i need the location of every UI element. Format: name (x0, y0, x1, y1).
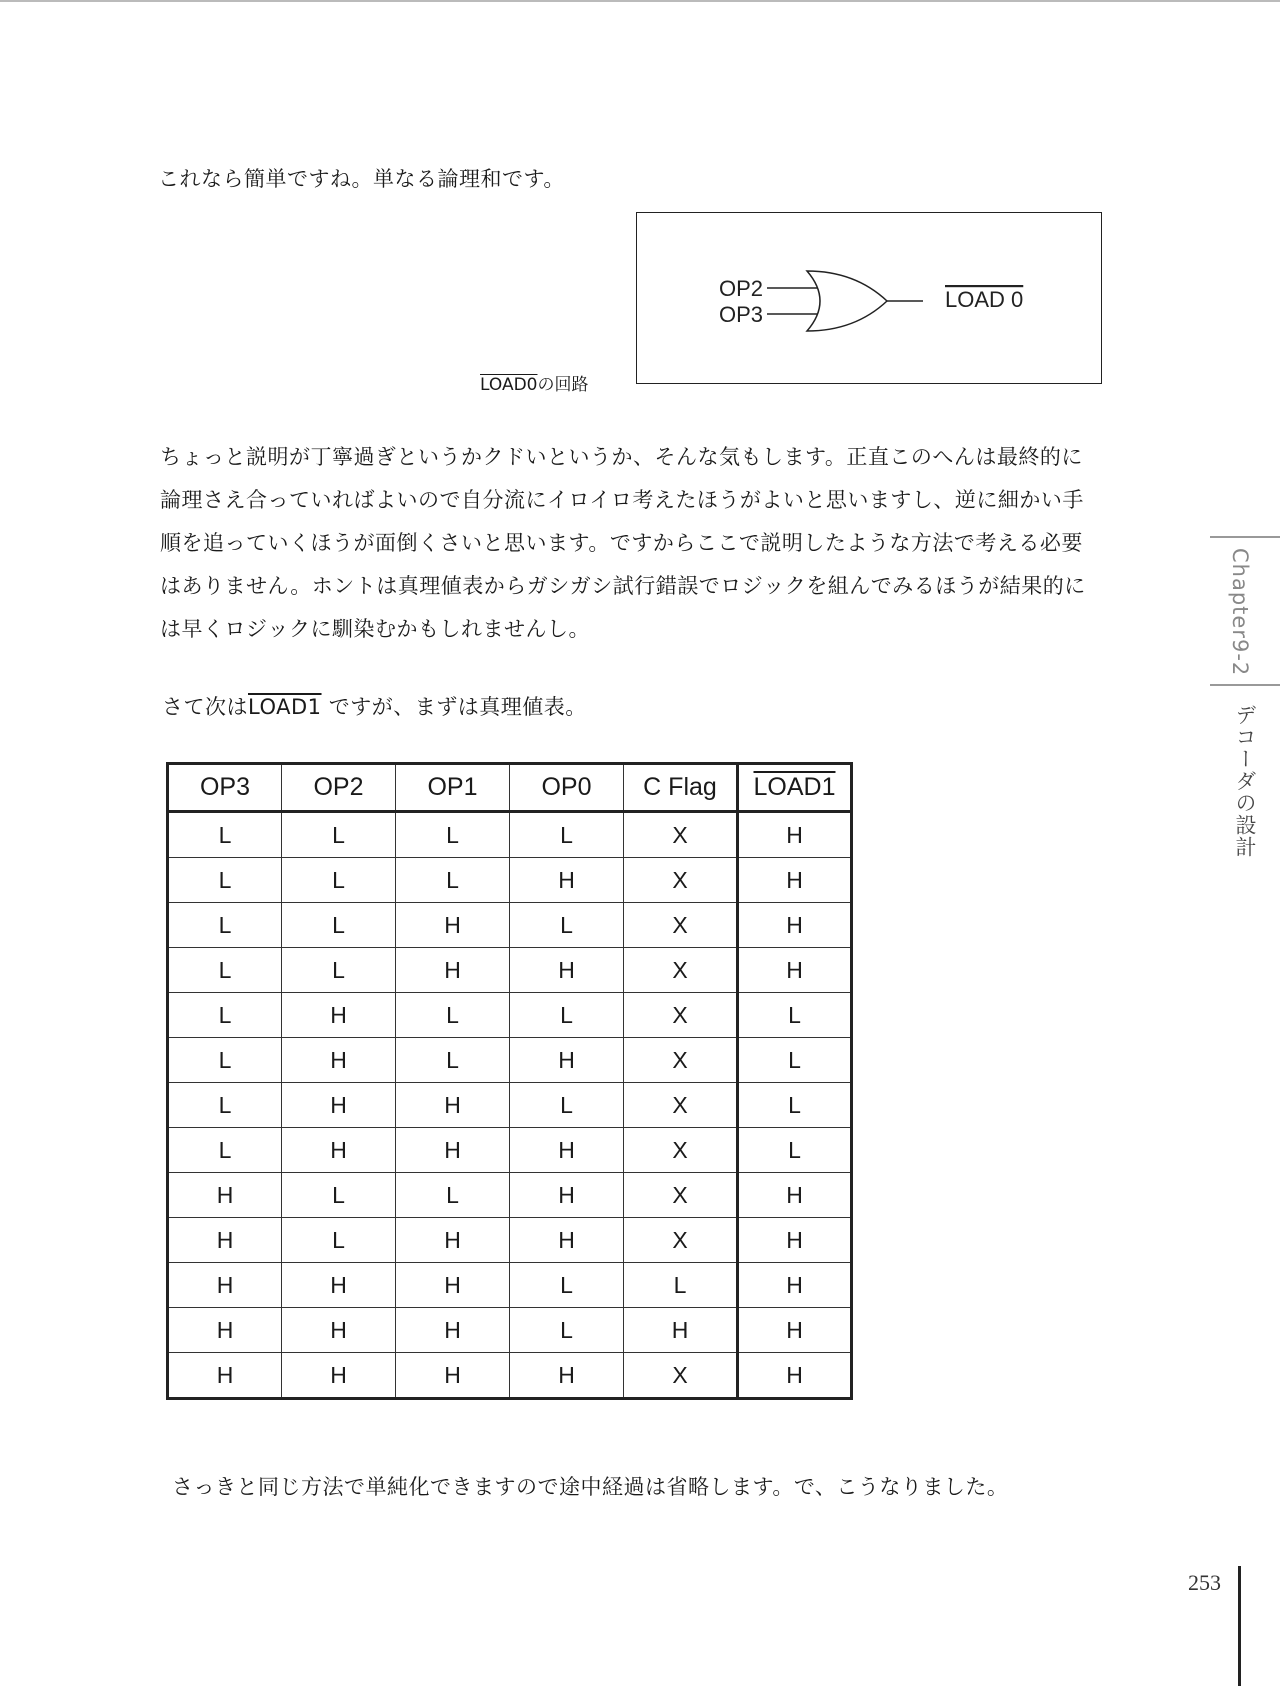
table-cell: L (510, 812, 624, 858)
gate-output-label: LOAD 0 (945, 287, 1024, 312)
explanation-line: 論理さえ合っていればよいので自分流にイロイロ考えたほうがよいと思いますし、逆に細かい手 (160, 488, 1084, 512)
table-cell: X (624, 1218, 738, 1263)
section-label: デコーダの設計 (1233, 704, 1257, 858)
table-cell: H (282, 1038, 396, 1083)
table-row (168, 1353, 852, 1399)
gate-input-a-label: OP2 (719, 276, 764, 301)
table-cell: L (282, 858, 396, 903)
intro-suffix: ですが、まずは真理値表。 (321, 695, 587, 719)
table-cell: L (282, 1173, 396, 1218)
table-cell: X (624, 812, 738, 858)
closing-paragraph: さっきと同じ方法で単純化できますので途中経過は省略します。で、こうなりました。 (172, 1475, 1009, 1499)
explanation-line: ちょっと説明が丁寧過ぎというかクドいというか、そんな気もします。正直このへんは最終的に (160, 445, 1083, 469)
table-cell: H (282, 1353, 396, 1399)
header-op2: OP2 (282, 764, 396, 812)
figure-caption (480, 370, 588, 395)
table-cell: L (168, 948, 282, 993)
table-cell: H (738, 1173, 852, 1218)
table-cell: L (168, 1038, 282, 1083)
table-row (168, 948, 852, 993)
table-cell: L (168, 993, 282, 1038)
table-cell: H (396, 1128, 510, 1173)
or-gate-shape (807, 271, 887, 331)
table-cell: L (282, 948, 396, 993)
table-row (168, 812, 852, 858)
table-cell: L (624, 1263, 738, 1308)
table-cell: L (510, 993, 624, 1038)
caption-signal: LOAD0 (480, 375, 538, 395)
table-row (168, 1218, 852, 1263)
table-cell: L (168, 858, 282, 903)
table-cell: X (624, 1173, 738, 1218)
table-cell: H (510, 1173, 624, 1218)
table-cell: L (738, 1128, 852, 1173)
table-cell: X (624, 1128, 738, 1173)
table-cell: H (282, 993, 396, 1038)
table-row (168, 903, 852, 948)
table-cell: L (168, 903, 282, 948)
table-cell: H (738, 903, 852, 948)
table-cell: H (168, 1263, 282, 1308)
table-cell: H (396, 1083, 510, 1128)
table-row (168, 993, 852, 1038)
table-cell: L (738, 1083, 852, 1128)
table-cell: L (738, 1038, 852, 1083)
table-cell: H (738, 948, 852, 993)
side-tab-rule-middle (1210, 684, 1280, 686)
header-op3: OP3 (168, 764, 282, 812)
table-cell: X (624, 993, 738, 1038)
table-cell: H (738, 1263, 852, 1308)
page-number: 253 (1188, 1570, 1221, 1595)
explanation-line: 順を追っていくほうが面倒くさいと思います。ですからここで説明したような方法で考える必要 (160, 531, 1083, 555)
table-row (168, 1173, 852, 1218)
table-cell: X (624, 948, 738, 993)
table-cell: H (510, 1128, 624, 1173)
table-cell: H (738, 1308, 852, 1353)
table-cell: H (396, 1353, 510, 1399)
header-cflag: C Flag (624, 764, 738, 812)
table-cell: X (624, 1038, 738, 1083)
table-cell: H (282, 1308, 396, 1353)
header-op0: OP0 (510, 764, 624, 812)
table-row (168, 1263, 852, 1308)
table-cell: L (396, 812, 510, 858)
truth-table (166, 762, 853, 1400)
table-cell: H (510, 1218, 624, 1263)
table-row (168, 1308, 852, 1353)
explanation-paragraph (160, 436, 1086, 651)
table-cell: L (738, 993, 852, 1038)
table-cell: H (738, 858, 852, 903)
table-cell: H (396, 903, 510, 948)
truth-table-body (168, 812, 852, 1399)
table-cell: H (624, 1308, 738, 1353)
top-rule (0, 0, 1280, 2)
table-cell: H (510, 1038, 624, 1083)
explanation-line: は早くロジックに馴染むかもしれませんし。 (160, 617, 590, 641)
table-cell: L (510, 1308, 624, 1353)
table-cell: L (168, 812, 282, 858)
table-cell: H (738, 1353, 852, 1399)
table-cell: H (282, 1263, 396, 1308)
side-tab-rule-top (1210, 536, 1280, 538)
table-cell: X (624, 903, 738, 948)
header-load1: LOAD1 (738, 764, 852, 812)
intro-paragraph: これなら簡単ですね。単なる論理和です。 (158, 167, 565, 191)
table-cell: H (510, 858, 624, 903)
table-cell: H (738, 1218, 852, 1263)
or-gate-figure (636, 212, 1102, 384)
table-row (168, 1128, 852, 1173)
table-cell: L (510, 903, 624, 948)
table-cell: H (738, 812, 852, 858)
table-header-row (168, 764, 852, 812)
table-cell: L (396, 1038, 510, 1083)
table-cell: H (396, 1308, 510, 1353)
table-cell: X (624, 1353, 738, 1399)
table-cell: L (282, 903, 396, 948)
table-cell: X (624, 1083, 738, 1128)
table-cell: H (168, 1218, 282, 1263)
table-cell: H (282, 1083, 396, 1128)
table-row (168, 1083, 852, 1128)
or-gate-diagram (637, 213, 1103, 385)
table-cell: L (396, 858, 510, 903)
header-op1: OP1 (396, 764, 510, 812)
table-cell: L (510, 1263, 624, 1308)
page-rule (1238, 1566, 1241, 1686)
truth-table-intro (162, 686, 587, 729)
table-cell: H (396, 1263, 510, 1308)
table-cell: L (510, 1083, 624, 1128)
table-cell: H (510, 1353, 624, 1399)
table-cell: H (396, 1218, 510, 1263)
intro-prefix: さて次は (162, 695, 248, 719)
table-cell: L (282, 1218, 396, 1263)
table-cell: H (168, 1308, 282, 1353)
table-cell: H (168, 1353, 282, 1399)
explanation-line: はありません。ホントは真理値表からガシガシ試行錯誤でロジックを組んでみるほうが結果的に (160, 574, 1086, 598)
table-cell: L (168, 1083, 282, 1128)
gate-input-b-label: OP3 (719, 302, 764, 327)
intro-signal: LOAD1 (248, 695, 322, 719)
table-cell: H (396, 948, 510, 993)
table-cell: L (282, 812, 396, 858)
table-cell: H (282, 1128, 396, 1173)
table-cell: H (168, 1173, 282, 1218)
chapter-label: Chapter9-2 (1228, 548, 1252, 677)
table-row (168, 1038, 852, 1083)
table-cell: H (510, 948, 624, 993)
table-row (168, 858, 852, 903)
table-cell: L (396, 993, 510, 1038)
table-cell: X (624, 858, 738, 903)
table-cell: L (396, 1173, 510, 1218)
table-cell: L (168, 1128, 282, 1173)
caption-suffix: の回路 (537, 375, 589, 395)
